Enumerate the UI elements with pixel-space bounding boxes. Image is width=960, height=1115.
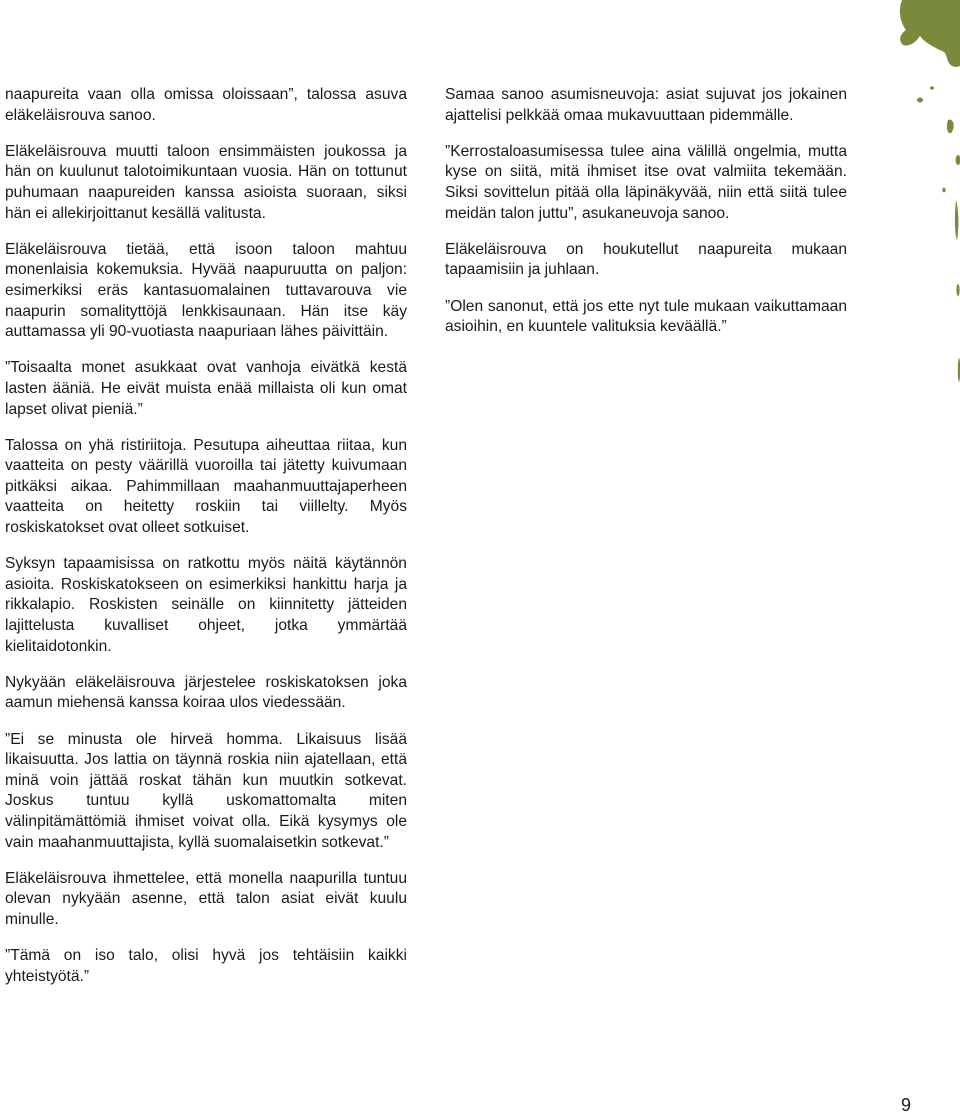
left-text-column (5, 85, 407, 1003)
paragraph: ”Olen sanonut, että jos ette nyt tule mukaan vaikuttamaan asioihin, en kuuntele valituksia keväällä.” (445, 297, 847, 336)
paragraph: Samaa sanoo asumisneuvoja: asiat sujuvat jos jokainen ajattelisi pelkkää omaa mukavuuttaan pidemmälle. (445, 86, 847, 124)
paragraph: Eläkeläisrouva ihmettelee, että monella naapurilla tuntuu olevan nykyään asenne, että talon asiat eivät kuulu minulle. (5, 869, 407, 928)
paragraph: ”Kerrostaloasumisessa tulee aina välillä ongelmia, mutta kyse on siitä, mitä ihmiset itse ovat valmiita tekemään. Siksi sovittelun pitää olla läpinäkyvää, niin että siitä tulee meidän talon juttu”, asukaneuvoja sanoo. (445, 142, 847, 222)
paragraph: Talossa on yhä ristiriitoja. Pesutupa aiheuttaa riitaa, kun vaatteita on pesty väärillä vuoroilla tai jätetty kuivumaan pitkäksi aikaa. Pahimmillaan maahanmuuttajaperheen vaatteita on heitetty roskiin tai viillelty. Myös roskiskatokset ovat olleet sotkuiset. (5, 436, 407, 537)
paragraph: ”Tämä on iso talo, olisi hyvä jos tehtäisiin kaikki yhteistyötä.” (5, 947, 407, 985)
paragraph: Eläkeläisrouva on houkutellut naapureita mukaan tapaamisiin ja juhlaan. (445, 240, 847, 279)
paragraph: naapureita vaan olla omissa oloissaan”, talossa asuva eläkeläisrouva sanoo. (5, 86, 407, 124)
paragraph: Eläkeläisrouva tietää, että isoon taloon mahtuu monenlaisia kokemuksia. Hyvää naapuruutta on paljon: esimerkiksi eräs kantasuomalainen tuttavarouva vie naapurin somalityttöjä lenkkisaunaan. Hän itse käy auttamassa yli 90-vuotiasta naapuriaan lähes päivittäin. (5, 240, 407, 341)
paragraph: ”Ei se minusta ole hirveä homma. Likaisuus lisää likaisuutta. Jos lattia on täynnä roskia niin ajatellaan, että minä voin jättää roskat tähän kun muutkin sotkevat. Joskus tuntuu kyllä uskomattomalta miten välinpitämättömiä ihmiset voivat olla. Eikä kysymys ole vain maahanmuuttajista, kyllä suomalaisetkin sotkevat.” (5, 730, 407, 851)
paragraph: Nykyään eläkeläisrouva järjestelee roskiskatoksen joka aamun miehensä kanssa koiraa ulos viedessään. (5, 673, 407, 712)
page-number: 9 (900, 1095, 911, 1115)
green-paint-splash-decoration (840, 0, 960, 420)
paragraph: ”Toisaalta monet asukkaat ovat vanhoja eivätkä kestä lasten ääniä. He eivät muista enää millaista oli kun omat lapset olivat pieniä.” (5, 359, 407, 418)
paragraph: Eläkeläisrouva muutti taloon ensimmäisten joukossa ja hän on kuulunut talotoimikuntaan vuosia. Hän on tottunut puhumaan naapureiden kanssa asioista suoraan, siksi hän ei allekirjoittanut kesällä valitusta. (5, 142, 407, 222)
right-text-column (445, 85, 847, 353)
paragraph: Syksyn tapaamisissa on ratkottu myös näitä käytännön asioita. Roskiskatokseen on esimerkiksi hankittu harja ja rikkalapio. Roskisten seinälle on kiinnitetty jätteiden lajittelusta kuvalliset ohjeet, jotka ymmärtää kielitaidotonkin. (5, 555, 407, 655)
